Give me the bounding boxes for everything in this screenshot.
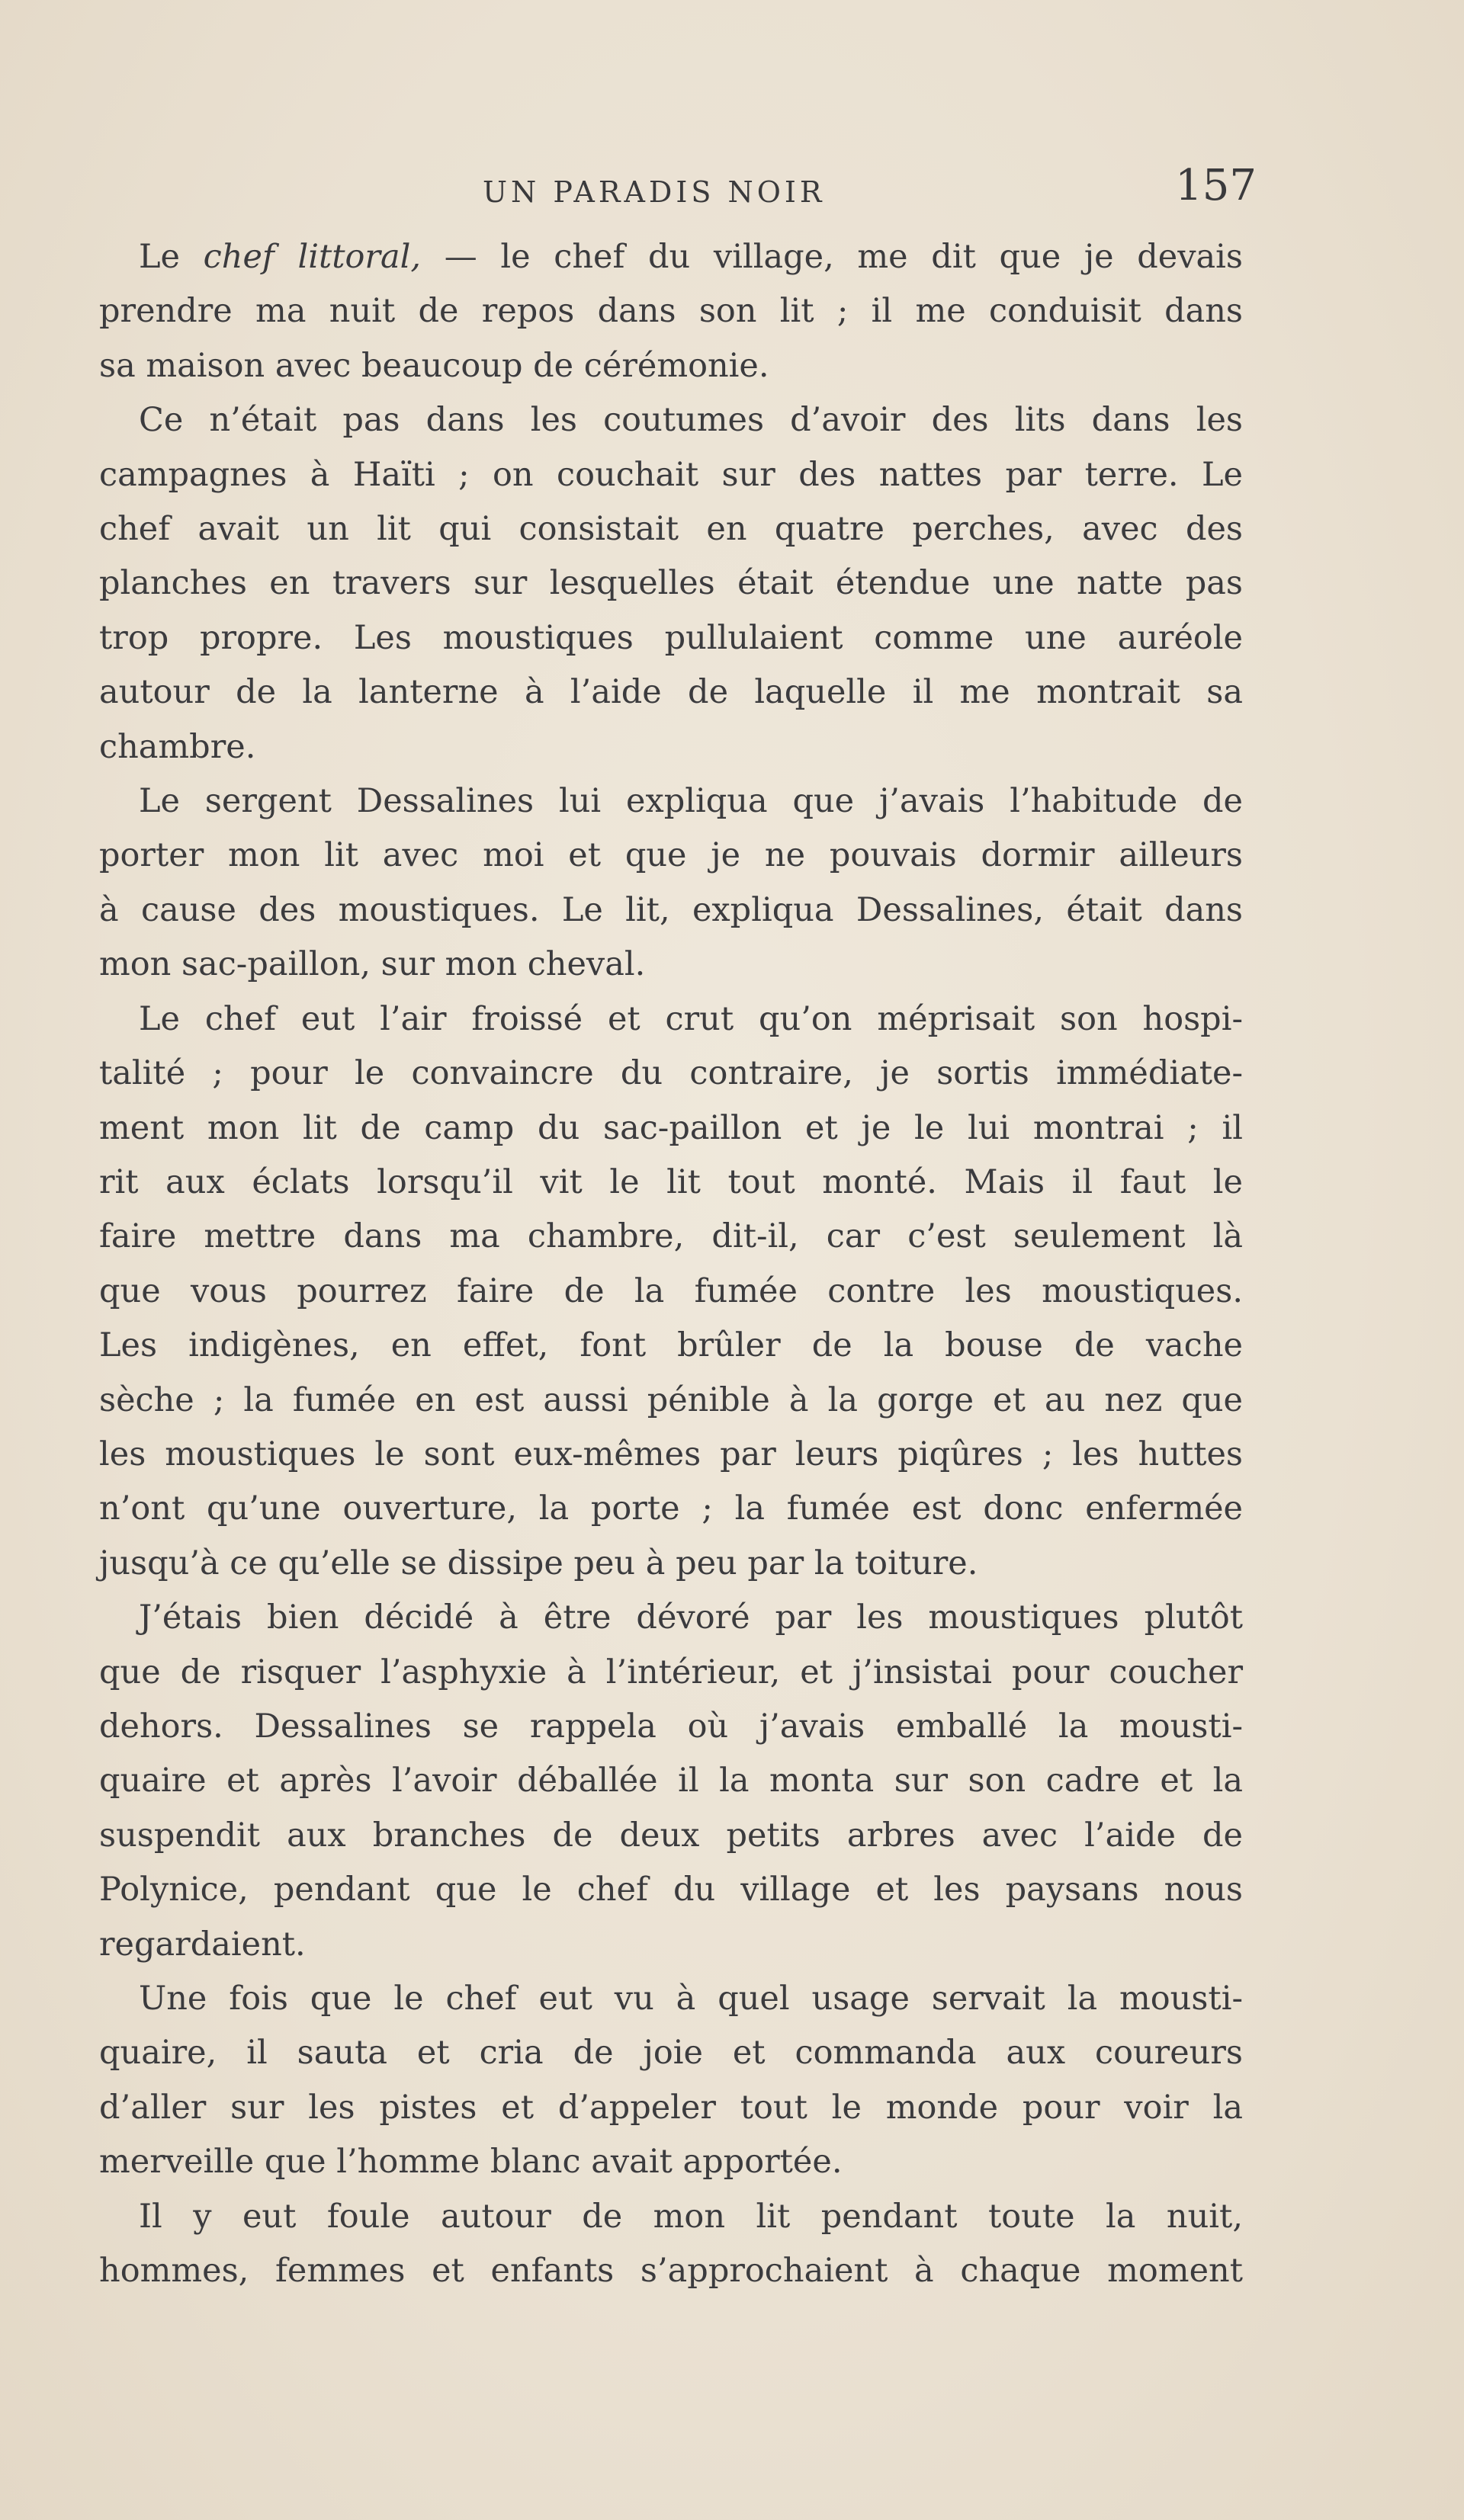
text-line: merveille que l’homme blanc avait apportée. [99, 2143, 843, 2182]
page-number: 157 [1175, 161, 1257, 210]
paragraph [99, 992, 1243, 1591]
text-line: Les indigènes, en effet, font brûler de la bouse de vache [99, 1326, 1243, 1365]
paragraph [99, 2190, 1243, 2299]
text-line: que de risquer l’asphyxie à l’intérieur, et j’insistai pour coucher [99, 1653, 1243, 1691]
paragraph [99, 774, 1243, 992]
text-line: regardaient. [99, 1925, 306, 1964]
text-line: suspendit aux branches de deux petits arbres avec l’aide de [99, 1816, 1243, 1855]
body-text [99, 230, 1243, 2298]
running-title: UN PARADIS NOIR [483, 175, 826, 209]
text-line: J’étais bien décidé à être dévoré par les moustiques plutôt [139, 1598, 1243, 1637]
italic-term: chef littoral, [203, 238, 422, 276]
text-line: campagnes à Haïti ; on couchait sur des nattes par terre. Le [99, 455, 1243, 494]
text-line: Il y eut foule autour de mon lit pendant toute la nuit, [139, 2197, 1243, 2236]
text-line: mon sac-paillon, sur mon cheval. [99, 945, 646, 984]
text-line: autour de la lanterne à l’aide de laquelle il me montrait sa [99, 673, 1243, 712]
text-line: chambre. [99, 727, 256, 766]
paragraph [99, 393, 1243, 774]
paragraph [99, 1972, 1243, 2190]
text-line: jusqu’à ce qu’elle se dissipe peu à peu par la toiture. [99, 1544, 978, 1582]
text-line: trop propre. Les moustiques pullulaient comme une auréole [99, 618, 1243, 657]
text-line: ment mon lit de camp du sac-paillon et je le lui montrai ; il [99, 1108, 1243, 1147]
text-line: chef avait un lit qui consistait en quatre perches, avec des [99, 510, 1243, 549]
text-line: dehors. Dessalines se rappela où j’avais emballé la mousti- [99, 1707, 1243, 1746]
text-line: à cause des moustiques. Le lit, expliqua Dessalines, était dans [99, 890, 1243, 929]
text-line: planches en travers sur lesquelles était étendue une natte pas [99, 564, 1243, 603]
paragraph [99, 1591, 1243, 1972]
text-line: talité ; pour le convaincre du contraire, je sortis immédiate- [99, 1054, 1243, 1093]
text-line: sèche ; la fumée en est aussi pénible à la gorge et au nez que [99, 1380, 1243, 1419]
text-line: Le chef eut l’air froissé et crut qu’on méprisait son hospi- [139, 999, 1243, 1038]
text-line: rit aux éclats lorsqu’il vit le lit tout monté. Mais il faut le [99, 1162, 1243, 1201]
text-line: Polynice, pendant que le chef du village et les paysans nous [99, 1871, 1243, 1909]
text-line: Ce n’était pas dans les coutumes d’avoir des lits dans les [139, 401, 1243, 440]
text-line: sa maison avec beaucoup de cérémonie. [99, 346, 769, 385]
text-line: hommes, femmes et enfants s’approchaient à chaque moment [99, 2252, 1243, 2291]
text-line: quaire, il sauta et cria de joie et commanda aux coureurs [99, 2034, 1243, 2073]
paragraph [99, 230, 1243, 393]
page-header [98, 156, 1257, 217]
text-line: n’ont qu’une ouverture, la porte ; la fumée est donc enfermée [99, 1489, 1243, 1528]
text-line: d’aller sur les pistes et d’appeler tout le monde pour voir la [99, 2088, 1243, 2127]
text-line: les moustiques le sont eux-mêmes par leurs piqûres ; les huttes [99, 1435, 1243, 1473]
text-line: porter mon lit avec moi et que je ne pouvais dormir ailleurs [99, 836, 1243, 875]
text-line: quaire et après l’avoir déballée il la monta sur son cadre et la [99, 1762, 1243, 1800]
text-line: Une fois que le chef eut vu à quel usage servait la mousti- [139, 1980, 1243, 2018]
text-line: prendre ma nuit de repos dans son lit ; il me conduisit dans [99, 292, 1243, 331]
text-line: Le chef littoral, — le chef du village, me dit que je devais [139, 238, 1243, 276]
text-line: faire mettre dans ma chambre, dit-il, car c’est seulement là [99, 1217, 1243, 1256]
text-line: que vous pourrez faire de la fumée contre les moustiques. [99, 1271, 1243, 1310]
text-line: Le sergent Dessalines lui expliqua que j’avais l’habitude de [139, 782, 1243, 821]
